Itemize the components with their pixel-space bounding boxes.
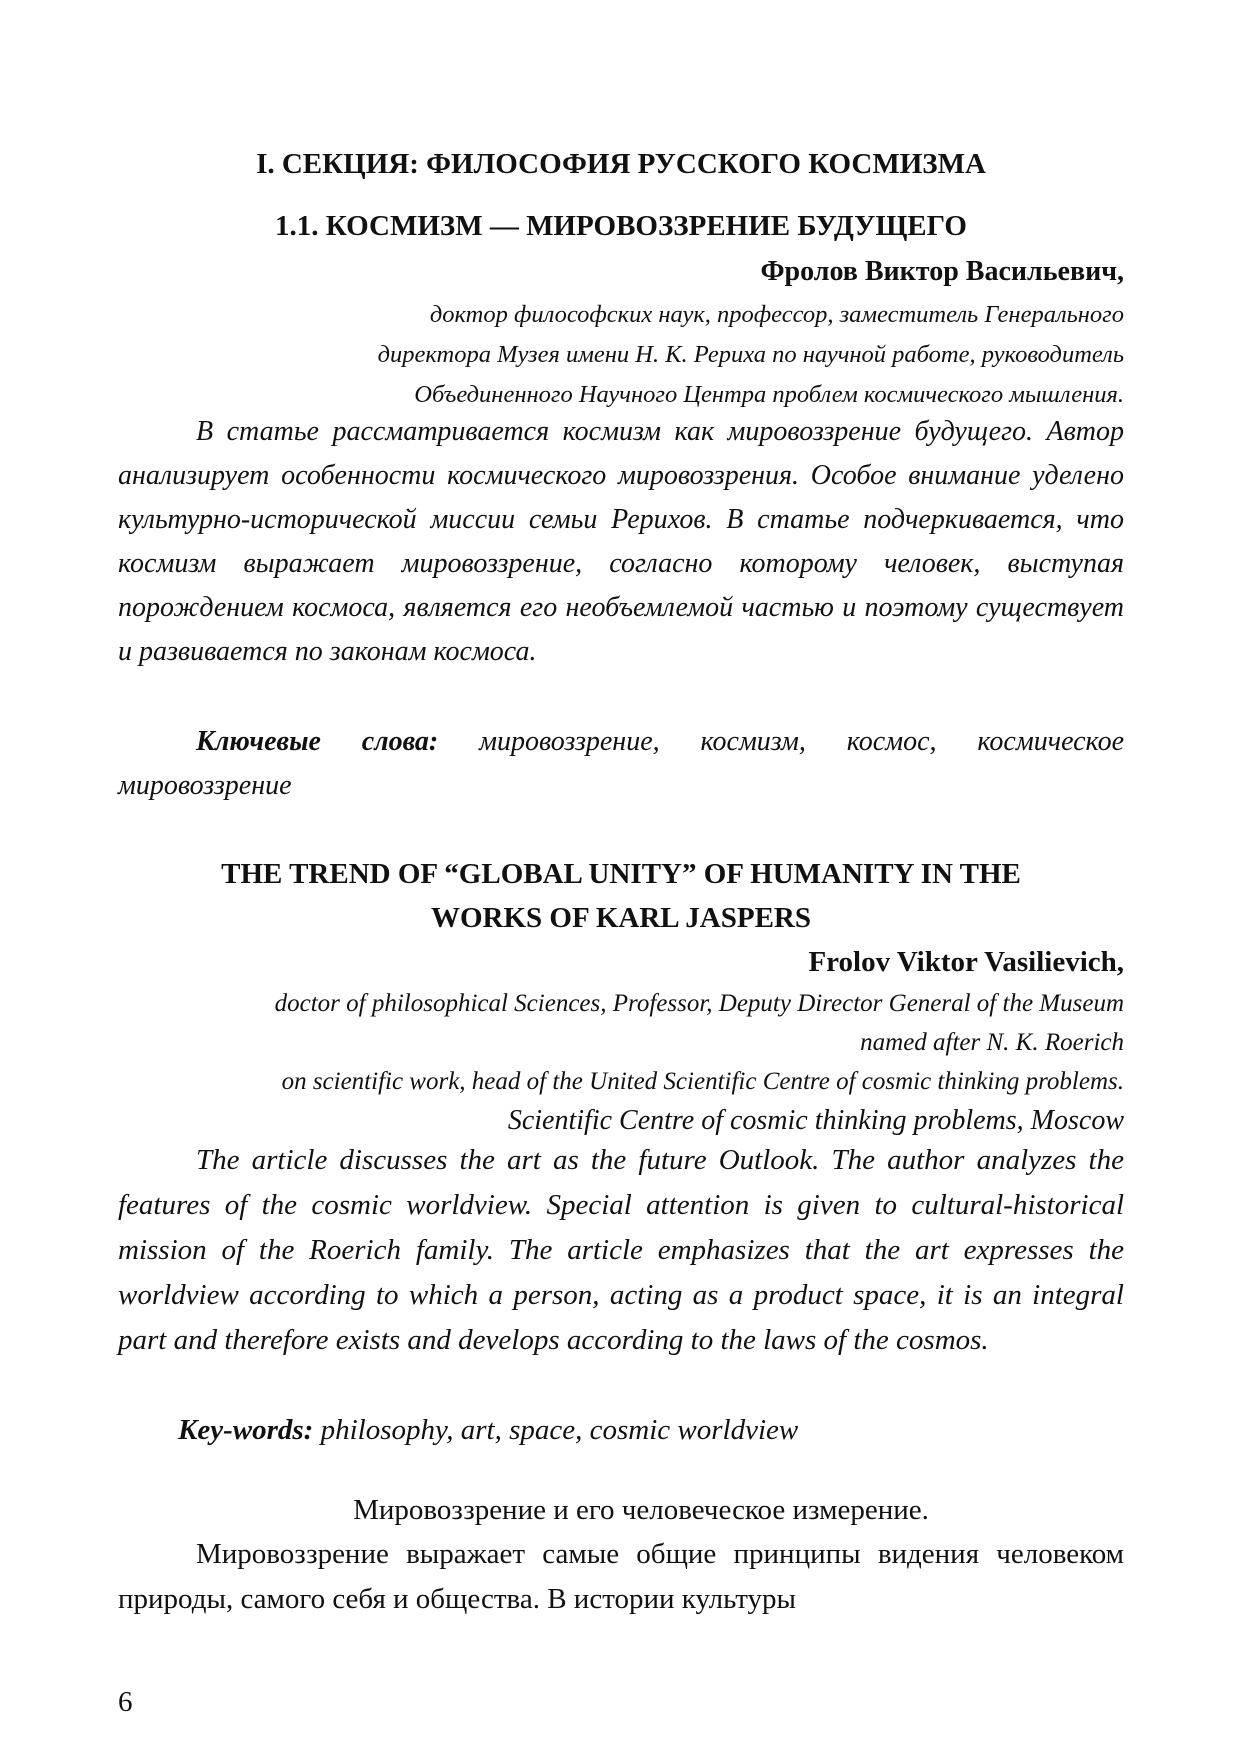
abstract-ru <box>118 410 1124 674</box>
article-title-ru: 1.1. КОСМИЗМ — МИРОВОЗЗРЕНИЕ БУДУЩЕГО <box>275 210 967 242</box>
affiliation-ru-line: Объединенного Научного Центра проблем космического мышления. <box>414 381 1124 408</box>
author-affiliation-en <box>118 984 1124 1101</box>
affiliation-en-line: named after N. K. Roerich <box>860 1029 1124 1056</box>
keywords-en-label: Key-words: <box>178 1414 314 1446</box>
subheading-ru: Мировоззрение и его человеческое измерение. <box>353 1494 929 1526</box>
affiliation-en-line: on scientific work, head of the United Scientific Centre of cosmic thinking problems. <box>281 1068 1124 1095</box>
abstract-en: The article discusses the art as the future Outlook. The author analyzes the features of the cosmic worldview. Special attention is given to cultural-historical mission of the Roerich family. The article emphasizes that the art expresses the worldview according to which a person, acting as a product space, it is an integral part and therefore exists and develops according to the laws of the cosmos. <box>118 1144 1124 1356</box>
affiliation-en-city: Scientific Centre of cosmic thinking problems, Moscow <box>507 1105 1124 1136</box>
section-heading: I. СЕКЦИЯ: ФИЛОСОФИЯ РУССКОГО КОСМИЗМА <box>256 148 986 180</box>
abstract-ru-text: В статье рассматривается космизм как мировоззрение будущего. Автор анализирует особенности космического мировоззрения. Особое внимание уделено культурно-исторической миссии семьи Рерихов. В статье подчеркивается, что космизм выражает мировоззрение, согласно которому человек, выступая порождением космоса, является его необъемлемой частью и поэтому существует и развивается по законам космоса. <box>118 416 1124 667</box>
keywords-ru-text: мировоззрение, космизм, космос, космическое мировоззрение <box>118 726 1125 801</box>
keywords-en <box>178 1408 798 1452</box>
page-number: 6 <box>118 1686 133 1718</box>
author-name-en: Frolov Viktor Vasilievich, <box>808 946 1124 978</box>
body-text-ru: Мировоззрение выражает самые общие принципы видения человеком природы, самого себя и общества. В истории культуры <box>118 1538 1124 1615</box>
keywords-en-text: philosophy, art, space, cosmic worldview <box>320 1414 799 1446</box>
affiliation-ru-line: доктор философских наук, профессор, заместитель Генерального <box>429 301 1124 328</box>
affiliation-en-line: doctor of philosophical Sciences, Professor, Deputy Director General of the Museum <box>274 990 1124 1017</box>
article-title-en-line: WORKS OF KARL JASPERS <box>430 902 812 934</box>
article-title-en <box>118 852 1124 940</box>
author-affiliation-ru <box>118 295 1124 415</box>
author-name-ru: Фролов Виктор Васильевич, <box>760 256 1124 287</box>
affiliation-ru-line: директора Музея имени Н. К. Рериха по научной работе, руководитель <box>377 341 1124 368</box>
article-title-en-line: THE TREND OF “GLOBAL UNITY” OF HUMANITY IN THE <box>221 858 1021 890</box>
keywords-ru-label: Ключевые слова: <box>196 726 439 757</box>
keywords-ru <box>118 720 1124 808</box>
